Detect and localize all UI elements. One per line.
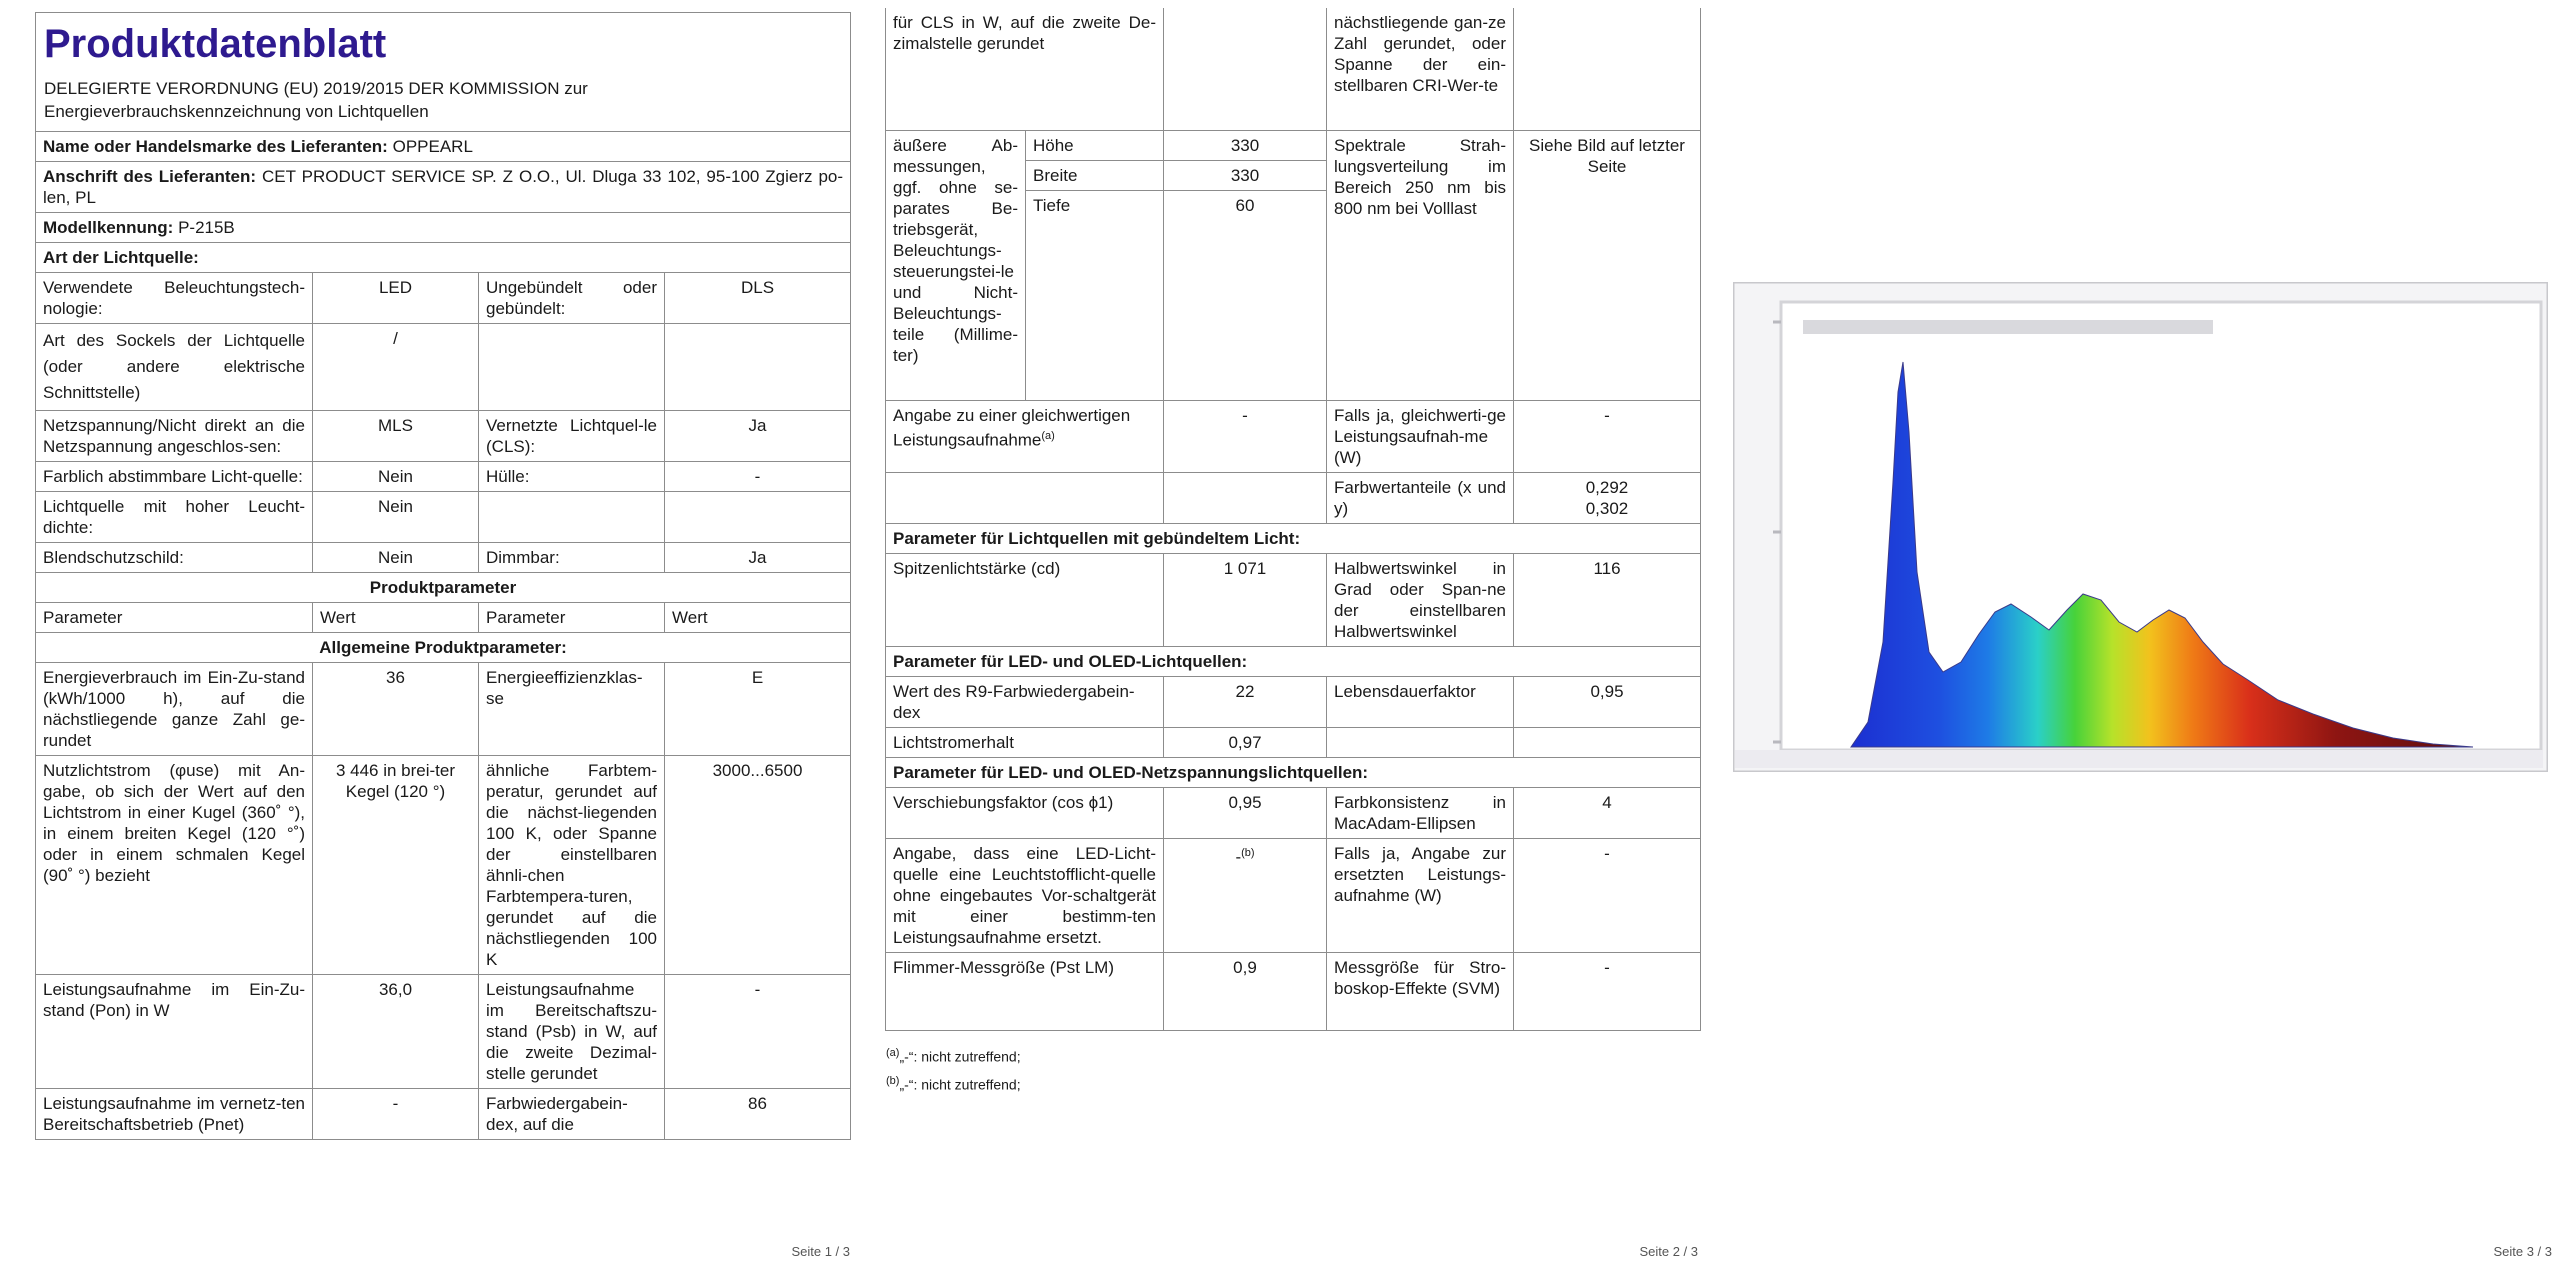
- empty-cell: [1327, 727, 1514, 757]
- param-value: [1514, 8, 1701, 130]
- param-value: -: [665, 975, 851, 1089]
- chromaticity-y: 0,302: [1585, 498, 1629, 518]
- row-label: Vernetzte Lichtquel-le (CLS):: [479, 411, 665, 462]
- param-label: für CLS in W, auf die zweite De-zimalstelle gerundet: [886, 8, 1164, 130]
- param-label: Nutzlichtstrom (φuse) mit An-gabe, ob sich der Wert auf den Lichtstrom in einer Kugel (360˚ °), in einem breiten Kegel (120 °˚) oder in einem schmalen Kegel (90˚ °) bezieht: [36, 756, 313, 975]
- param-value: [1164, 8, 1327, 130]
- beam-angle-label: Halbwertswinkel in Grad oder Span-ne der einstellbaren Halbwertswinkel: [1327, 553, 1514, 646]
- stroboscopic-label: Messgröße für Stro-boskop-Effekte (SVM): [1327, 952, 1514, 1030]
- table-row: [36, 1089, 851, 1140]
- survival-factor-label: Lebensdauerfaktor: [1327, 676, 1514, 727]
- dimension-height-label: Höhe: [1026, 130, 1164, 160]
- row-label: Verwendete Beleuchtungstech-nologie:: [36, 273, 313, 324]
- table-row: [36, 411, 851, 462]
- empty-cell: [1164, 472, 1327, 523]
- row-value: Nein: [313, 492, 479, 543]
- table-row: [886, 838, 1701, 952]
- table-row: [36, 975, 851, 1089]
- footnote-b: [886, 1070, 1021, 1096]
- peak-intensity-value: 1 071: [1164, 553, 1327, 646]
- colour-consistency-value: 4: [1514, 787, 1701, 838]
- x-axis-band: [1735, 750, 2543, 768]
- row-label: Art des Sockels der Lichtquelle (oder andere elektrische Schnittstelle): [36, 324, 313, 411]
- param-value: 3 446 in brei-ter Kegel (120 °): [313, 756, 479, 975]
- param-label: ähnliche Farbtem-peratur, gerundet auf die nächst-liegenden 100 K, oder Spanne der einstellbaren ähnli-chen Farbtempera-turen, gerundet auf die nächstliegenden 100 K: [479, 756, 665, 975]
- replacement-power-value: -: [1514, 838, 1701, 952]
- page-number: Seite 1 / 3: [791, 1244, 850, 1259]
- replacement-claim-label: Angabe, dass eine LED-Licht-quelle eine Leuchtstofflicht-quelle ohne eingebautes Vor-schaltgerät mit einer bestimm-ten Leistungsaufnahme ersetzt.: [886, 838, 1164, 952]
- product-parameters-heading: Produktparameter: [36, 573, 851, 603]
- table-row: [886, 676, 1701, 727]
- table-row: [886, 952, 1701, 1030]
- row-label: Lichtquelle mit hoher Leucht-dichte:: [36, 492, 313, 543]
- dimension-height-value: 330: [1164, 130, 1327, 160]
- dimensions-label: äußere Ab-messungen, ggf. ohne se-parates Be-triebsgerät, Beleuchtungs-steuerungstei-le und Nicht-Beleuchtungs-teile (Millime-ter): [886, 130, 1026, 400]
- table-row: [886, 727, 1701, 757]
- table-row: [886, 400, 1701, 472]
- supplier-address-label: Anschrift des Lieferanten:: [43, 167, 257, 186]
- dimension-width-value: 330: [1164, 160, 1327, 190]
- footnote-marker: (b): [886, 1075, 900, 1087]
- row-label: Ungebündelt oder gebündelt:: [479, 273, 665, 324]
- supplier-name-value: OPPEARL: [392, 137, 473, 156]
- row-value: Nein: [313, 543, 479, 573]
- spectral-distribution-value: Siehe Bild auf letzter Seite: [1514, 130, 1701, 400]
- row-value: [665, 492, 851, 543]
- table-row: [36, 462, 851, 492]
- footnote-a: [886, 1042, 1021, 1068]
- table-row: [36, 324, 851, 411]
- replacement-power-label: Falls ja, Angabe zur ersetzten Leistungs-aufnahme (W): [1327, 838, 1514, 952]
- empty-cell: [1514, 727, 1701, 757]
- column-header: Wert: [313, 603, 479, 633]
- column-header-row: [36, 603, 851, 633]
- row-label: Hülle:: [479, 462, 665, 492]
- equivalent-power-value: -: [1164, 400, 1327, 472]
- displacement-factor-label: Verschiebungsfaktor (cos ϕ1): [886, 787, 1164, 838]
- table-row: [36, 756, 851, 975]
- flicker-value: 0,9: [1164, 952, 1327, 1030]
- param-label: nächstliegende gan-ze Zahl gerundet, oder Spanne der ein-stellbaren CRI-Wer-te: [1327, 8, 1514, 130]
- row-value: Nein: [313, 462, 479, 492]
- mains-heading: Parameter für LED- und OLED-Netzspannungslichtquellen:: [886, 757, 1701, 787]
- replacement-claim-value-text: -: [1235, 847, 1242, 867]
- row-value: DLS: [665, 273, 851, 324]
- column-header: Parameter: [479, 603, 665, 633]
- column-header: Parameter: [36, 603, 313, 633]
- footnote-marker: (a): [1041, 429, 1055, 442]
- r9-label: Wert des R9-Farbwiedergabein-dex: [886, 676, 1164, 727]
- colour-consistency-label: Farbkonsistenz in MacAdam-Ellipsen: [1327, 787, 1514, 838]
- empty-cell: [886, 472, 1164, 523]
- supplier-name-label: Name oder Handelsmarke des Lieferanten:: [43, 137, 388, 156]
- table-row: [36, 663, 851, 756]
- model-label: Modellkennung:: [43, 218, 174, 237]
- survival-factor-value: 0,95: [1514, 676, 1701, 727]
- page-title: Produktdatenblatt: [44, 22, 387, 66]
- page-number: Seite 2 / 3: [1639, 1244, 1698, 1259]
- row-label: Farblich abstimmbare Licht-quelle:: [36, 462, 313, 492]
- row-value: /: [313, 324, 479, 411]
- row-label: Dimmbar:: [479, 543, 665, 573]
- param-value: 36,0: [313, 975, 479, 1089]
- footnote-text: „-“: nicht zutreffend;: [899, 1076, 1021, 1093]
- table-row: [886, 8, 1701, 130]
- chromaticity-x: 0,292: [1585, 477, 1629, 497]
- equivalent-power-label: [886, 400, 1164, 472]
- supplier-address-row: [36, 162, 851, 213]
- page-1: [0, 0, 860, 1264]
- param-value: 3000...6500: [665, 756, 851, 975]
- row-label: Netzspannung/Nicht direkt an die Netzspannung angeschlos-sen:: [36, 411, 313, 462]
- param-label: Farbwiedergabein-dex, auf die: [479, 1089, 665, 1140]
- table-row: [36, 543, 851, 573]
- displacement-factor-value: 0,95: [1164, 787, 1327, 838]
- table-row: [886, 553, 1701, 646]
- equivalent-power-label-text: Angabe zu einer gleichwertigen Leistungsaufnahme: [893, 405, 1131, 450]
- product-datasheet-table: [35, 12, 851, 1140]
- table-row: [36, 273, 851, 324]
- column-header: Wert: [665, 603, 851, 633]
- supplier-name-row: [36, 132, 851, 162]
- row-value: -: [665, 462, 851, 492]
- param-label: Leistungsaufnahme im vernetz-ten Bereitschaftsbetrieb (Pnet): [36, 1089, 313, 1140]
- peak-intensity-label: Spitzenlichtstärke (cd): [886, 553, 1164, 646]
- row-value: [665, 324, 851, 411]
- equivalent-power-value: -: [1514, 400, 1701, 472]
- row-value: Ja: [665, 543, 851, 573]
- row-label: [479, 324, 665, 411]
- spectral-distribution-image: [1733, 282, 2548, 772]
- table-row: [36, 492, 851, 543]
- led-heading: Parameter für LED- und OLED-Lichtquellen:: [886, 646, 1701, 676]
- param-value: 36: [313, 663, 479, 756]
- regulation-subtitle: DELEGIERTE VERORDNUNG (EU) 2019/2015 DER KOMMISSION zur Energieverbrauchskennzeichnung von Lichtquellen: [44, 79, 588, 121]
- table-row: [886, 787, 1701, 838]
- row-value: Ja: [665, 411, 851, 462]
- directional-heading: Parameter für Lichtquellen mit gebündeltem Licht:: [886, 523, 1701, 553]
- dimension-width-label: Breite: [1026, 160, 1164, 190]
- light-source-type-heading: Art der Lichtquelle:: [36, 243, 851, 273]
- row-value: LED: [313, 273, 479, 324]
- table-row: [886, 472, 1701, 523]
- spectral-distribution-label: Spektrale Strah-lungsverteilung im Bereich 250 nm bis 800 nm bei Volllast: [1327, 130, 1514, 400]
- footnote-text: „-“: nicht zutreffend;: [899, 1048, 1021, 1065]
- dimension-depth-value: 60: [1164, 190, 1327, 400]
- dimension-depth-label: Tiefe: [1026, 190, 1164, 400]
- lumen-maintenance-label: Lichtstromerhalt: [886, 727, 1164, 757]
- supplier-address-value: CET PRODUCT SERVICE SP. Z O.O., Ul. Dluga 33 102, 95-100 Zgierz po-len, PL: [43, 167, 844, 207]
- row-label: [479, 492, 665, 543]
- param-value: E: [665, 663, 851, 756]
- stroboscopic-value: -: [1514, 952, 1701, 1030]
- param-value: 86: [665, 1089, 851, 1140]
- row-value: MLS: [313, 411, 479, 462]
- figure-caption-blur: [1803, 320, 2213, 334]
- param-label: Energieeffizienzklas-se: [479, 663, 665, 756]
- flicker-label: Flimmer-Messgröße (Pst LM): [886, 952, 1164, 1030]
- param-label: Leistungsaufnahme im Ein-Zu-stand (Pon) in W: [36, 975, 313, 1089]
- model-row: [36, 213, 851, 243]
- param-label: Energieverbrauch im Ein-Zu-stand (kWh/1000 h), auf die nächstliegende ganze Zahl ge-rundet: [36, 663, 313, 756]
- lumen-maintenance-value: 0,97: [1164, 727, 1327, 757]
- param-value: -: [313, 1089, 479, 1140]
- replacement-claim-value: [1164, 838, 1327, 952]
- beam-angle-value: 116: [1514, 553, 1701, 646]
- equivalent-power-label: Falls ja, gleichwerti-ge Leistungsaufnah-me (W): [1327, 400, 1514, 472]
- chromaticity-label: Farbwertanteile (x und y): [1327, 472, 1514, 523]
- row-label: Blendschutzschild:: [36, 543, 313, 573]
- footnote-marker: (b): [1241, 846, 1255, 859]
- chromaticity-value: [1514, 472, 1701, 523]
- r9-value: 22: [1164, 676, 1327, 727]
- general-parameters-heading: Allgemeine Produktparameter:: [36, 633, 851, 663]
- footnote-marker: (a): [886, 1047, 900, 1059]
- param-label: Leistungsaufnahme im Bereitschaftszu-stand (Psb) in W, auf die zweite Dezimal-stelle gerundet: [479, 975, 665, 1089]
- table-row: [886, 130, 1701, 160]
- page-number: Seite 3 / 3: [2493, 1244, 2552, 1259]
- product-datasheet-table-continued: [885, 8, 1701, 1031]
- model-value: P-215B: [178, 218, 235, 237]
